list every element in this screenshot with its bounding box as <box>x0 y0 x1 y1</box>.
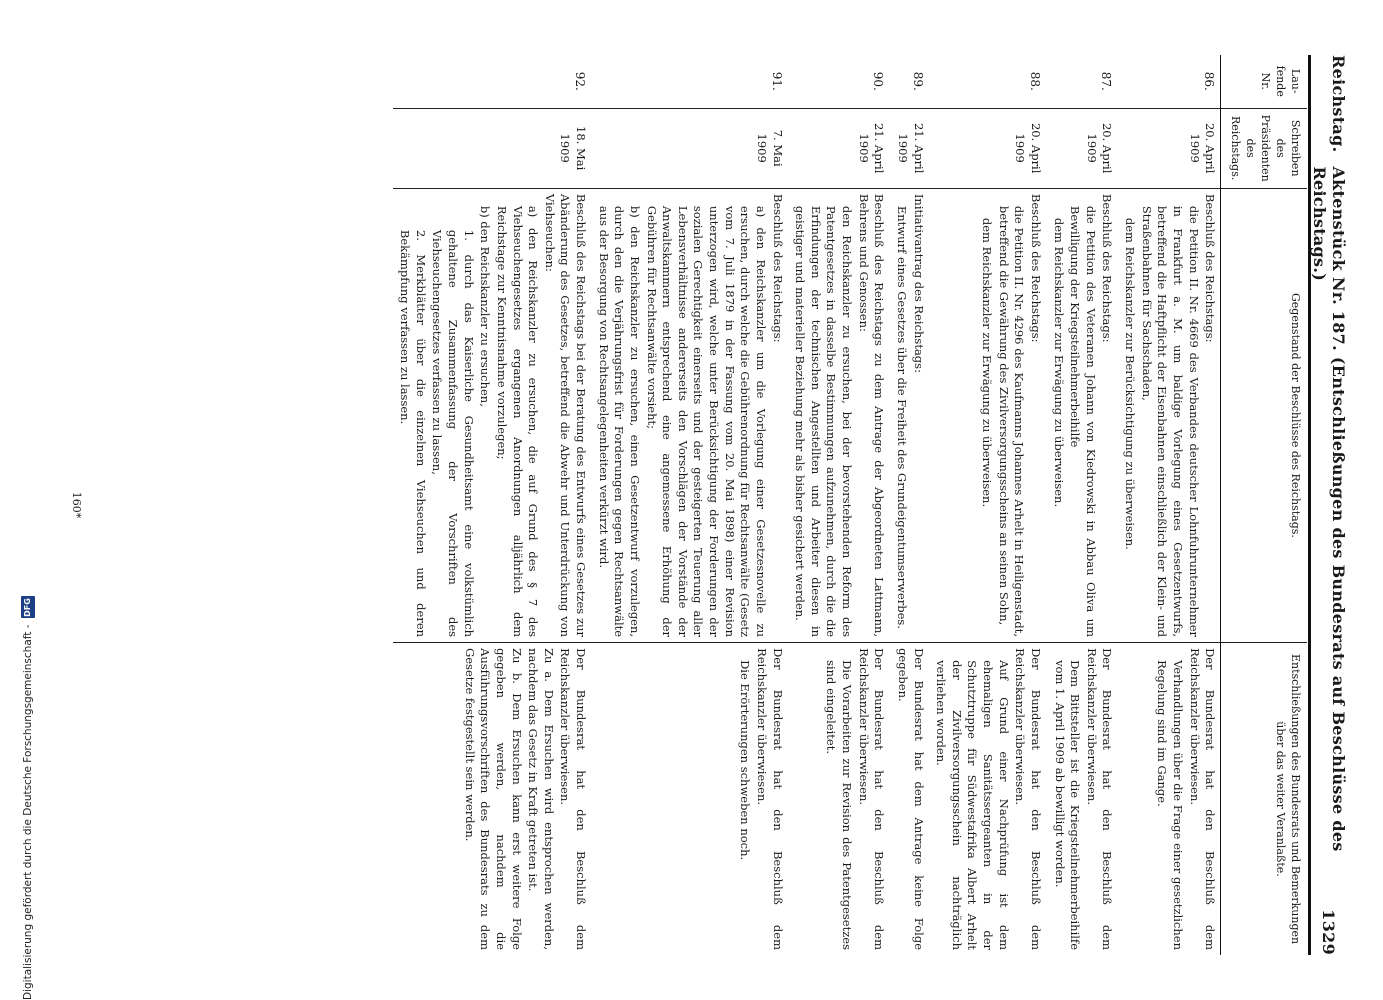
row-decision <box>889 643 928 955</box>
column-header-date: Schreiben des Präsidenten des Reichstags. <box>1221 108 1307 188</box>
row-decision <box>788 643 890 955</box>
table-row <box>929 55 1046 955</box>
subject-paragraph: Beschluß des Reichstags: <box>1028 193 1043 343</box>
decision-paragraph: Auf Grund einer Nachprüfung ist dem ehemaligen Sanitätssergeanten in der Schutztruppe für Südwestafrika Albert Arhelt der Zivilversorgungsschein nachträglich verliehen worden. <box>934 660 1011 950</box>
row-number: 91. <box>591 55 788 108</box>
row-date: 20. April 1909 <box>1117 108 1220 188</box>
subject-paragraph: 1. durch das Kaiserliche Gesundheitsamt eine volkstümlich gehaltene Zusammenfassung der Vorschriften des Viehseuchengesetzes verfassen zu lassen, <box>430 229 476 638</box>
row-subject <box>393 188 592 642</box>
subject-paragraph: b) den Reichskanzler zu ersuchen, <box>478 205 493 407</box>
subject-paragraph: den Reichskanzler zu ersuchen, bei der bevorstehenden Reform des Patentgesetzes in dasselbe Bestimmungen aufzunehmen, durch die die Erfindungen der technischen Angestellten und Arbeiter diesen in geistiger und materieller Beziehung mehr als bisher gesichert werden. <box>793 205 855 638</box>
table-row <box>393 55 592 955</box>
decision-paragraph: Der Bundesrat hat den Beschluß dem Reichskanzler überwiesen. <box>1187 648 1218 950</box>
page-header <box>1310 55 1348 955</box>
row-number: 90. <box>788 55 890 108</box>
table-row <box>889 55 928 955</box>
subject-paragraph: Initiativantrag des Reichstags: <box>911 193 926 373</box>
subject-paragraph: Beschluß des Reichstags: <box>1100 193 1115 343</box>
subject-paragraph: 2. Merkblätter über die einzelnen Viehseuchen und deren Bekämpfung verfassen zu lassen. <box>398 229 428 638</box>
header-section: Reichstag. <box>1329 55 1348 153</box>
header-rule <box>1308 55 1311 955</box>
table-header-row <box>1221 55 1307 955</box>
column-header-subject: Gegenstand der Beschlüsse des Reichstags. <box>1221 188 1307 642</box>
table-body <box>393 55 1221 955</box>
row-number: 92. <box>393 55 592 108</box>
row-number: 86. <box>1117 55 1220 108</box>
column-header-num: Lau-fende Nr. <box>1221 55 1307 108</box>
digitization-note-text: Digitalisierung gefördert durch die Deutsche Forschungsgemeinschaft - <box>22 624 34 1000</box>
decision-paragraph: Zu a. Dem Ersuchen wird entsprochen werden, nachdem das Gesetz in Kraft getreten ist. <box>526 648 556 950</box>
subject-paragraph: b) den Reichskanzler zu ersuchen, einen Gesetzentwurf vorzulegen, durch den die Verjährungsfrist für Forderungen gegen Rechtsanwälte aus der Besorgung von Rechtsangelegenheiten verkürzt wird. <box>596 205 642 638</box>
row-number: 89. <box>889 55 928 108</box>
subject-paragraph: die Petition des Veteranen Johann von Kiedrowski in Abbau Oliva um Bewilligung der Kriegsteilnehmerbeihilfe <box>1068 205 1098 638</box>
decision-paragraph: Zu b. Dem Ersuchen kann erst weitere Folge gegeben werden, nachdem die Ausführungsvorschriften des Bundesrats zu dem Gesetze festgestellt sein werden. <box>462 648 524 950</box>
column-header-decision: Entschließungen des Bundesrats und Bemerkungen über das weiter Veranlaßte. <box>1221 643 1307 955</box>
decision-paragraph: Der Bundesrat hat den Beschluß dem Reichskanzler überwiesen. <box>1013 648 1043 950</box>
row-date: 20. April 1909 <box>1046 108 1118 188</box>
row-subject <box>788 188 890 642</box>
row-subject <box>1046 188 1118 642</box>
resolutions-table <box>393 55 1307 955</box>
subject-paragraph: die Petition II. Nr. 4296 des Kaufmanns Johannes Arhelt in Heiligenstadt, betreffend die Gewährung des Zivilversorgungsscheins an seinen Sohn, <box>996 205 1027 638</box>
table-row <box>1046 55 1118 955</box>
subject-paragraph: Beschluß des Reichstags: <box>1203 193 1218 343</box>
subject-paragraph: dem Reichskanzler zur Erwägung zu überweisen. <box>1051 217 1066 508</box>
decision-paragraph: Die Erörterungen schweben noch. <box>738 660 753 861</box>
digitization-note <box>18 0 38 1000</box>
subject-paragraph: Beschluß des Reichstags: <box>770 193 785 343</box>
row-decision <box>393 643 592 955</box>
row-decision <box>929 643 1046 955</box>
subject-paragraph: dem Reichskanzler zur Berücksichtigung zu überweisen. <box>1123 217 1138 550</box>
row-number: 88. <box>929 55 1046 108</box>
row-subject <box>889 188 928 642</box>
subject-paragraph: a) den Reichskanzler zu ersuchen, die auf Grund des § 7 des Viehseuchengesetzes ergangenen Anordnungen alljährlich dem Reichstage zur Kenntnisnahme vorzulegen; <box>494 205 541 638</box>
row-decision <box>591 643 788 955</box>
table-row <box>1117 55 1220 955</box>
decision-paragraph: Der Bundesrat hat den Beschluß dem Reichskanzler überwiesen. <box>856 648 887 950</box>
row-decision <box>1046 643 1118 955</box>
table-row <box>788 55 890 955</box>
header-title: Aktenstück Nr. 187. (Entschließungen des Bundesrats auf Beschlüsse des Reichstags.) <box>1310 166 1348 852</box>
decision-paragraph: Der Bundesrat hat den Beschluß dem Reichskanzler überwiesen. <box>754 648 785 950</box>
row-date: 7. Mai 1909 <box>591 108 788 188</box>
row-decision <box>1117 643 1220 955</box>
row-subject <box>591 188 788 642</box>
subject-paragraph: Entwurf eines Gesetzes über die Freiheit des Grundeigentumserwerbes. <box>894 205 909 629</box>
row-date: 20. April 1909 <box>929 108 1046 188</box>
footer-page-mark: 160* <box>70 491 83 519</box>
decision-paragraph: Die Vorarbeiten zur Revision des Patentgesetzes sind eingeleitet. <box>824 660 855 950</box>
decision-paragraph: Verhandlungen über die Frage einer gesetzlichen Regelung sind im Gange. <box>1155 660 1185 950</box>
decision-paragraph: Der Bundesrat hat den Beschluß dem Reichskanzler überwiesen. <box>1084 648 1115 950</box>
subject-paragraph: die Petition II. Nr. 4669 des Verbandes deutscher Lohnfuhrunternehmer in Frankfurt a. M. um baldige Vorlegung eines Gesetzentwurfs, betreffend die Haftpflicht der Eisenbahnen einschließlich der Klein- und Straßenbahnen für Sachschaden, <box>1139 205 1201 638</box>
subject-paragraph: Beschluß des Reichstags zu dem Antrage der Abgeordneten Lattmann, Behrens und Genossen: <box>856 193 887 638</box>
subject-paragraph: Beschluß des Reichstags bei der Beratung des Entwurfs eines Gesetzes zur Abänderung des Gesetzes, betreffend die Abwehr und Unterdrückung von Viehseuchen: <box>542 193 589 638</box>
row-date: 21. April 1909 <box>889 108 928 188</box>
subject-paragraph: a) den Reichskanzler um die Vorlegung einer Gesetzesnovelle zu ersuchen, durch welche die Gebührenordnung für Rechtsanwälte (Gesetz vom 7. Juli 1879 in der Fassung vom 20. Mai 1898) einer Revision unterzogen wird, welche unter Berücksichtigung der Forderungen der sozialen Gerechtigkeit einerseits und der gesteigerten Teuerung aller Lebensverhältnisse andererseits den Vorschlägen der Vorstände der Anwaltskammern entsprechend eine angemessene Erhöhung der Gebühren für Rechtsanwälte vorsieht; <box>644 205 768 638</box>
row-date: 21. April 1909 <box>788 108 890 188</box>
subject-paragraph: dem Reichskanzler zur Erwägung zu überweisen. <box>980 217 995 508</box>
page-number: 1329 <box>1319 909 1339 955</box>
row-number: 87. <box>1046 55 1118 108</box>
decision-paragraph: Der Bundesrat hat den Beschluß dem Reichskanzler überwiesen. <box>558 648 589 950</box>
row-subject <box>929 188 1046 642</box>
dfg-logo-icon: DFG <box>21 596 35 618</box>
decision-paragraph: Der Bundesrat hat dem Antrage keine Folge gegeben. <box>895 648 926 950</box>
table-row <box>591 55 788 955</box>
decision-paragraph: Dem Bittsteller ist die Kriegsteilnehmerbeihilfe vom 1. April 1909 ab bewilligt worden. <box>1052 660 1083 950</box>
row-subject <box>1117 188 1220 642</box>
page-content <box>63 55 1383 955</box>
row-date: 18. Mai 1909 <box>393 108 592 188</box>
